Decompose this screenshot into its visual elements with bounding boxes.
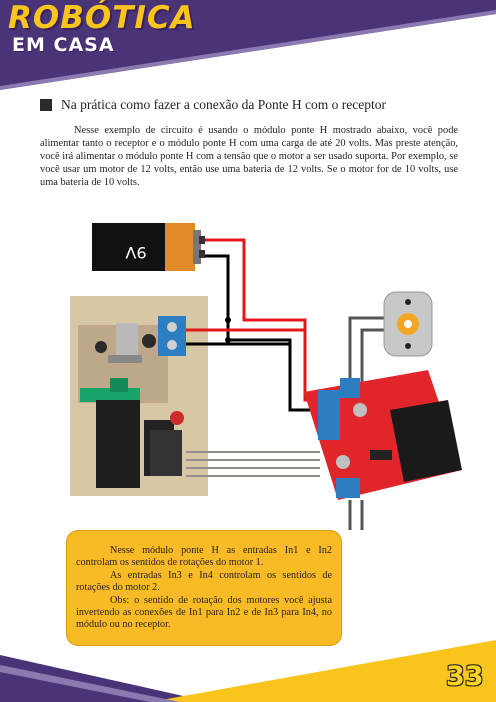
wiring-diagram [0, 200, 496, 530]
square-bullet-icon [40, 99, 52, 111]
section-heading [40, 97, 386, 113]
intro-paragraph: Nesse exemplo de circuito é usando o módulo ponte H mostrado abaixo, você pode alimentar tanto o receptor e o módulo ponte H com uma carga de até 20 volts. Mas preste atenção, você irá alimentar o módulo ponte H com a tensão que o motor a ser usado suporta. Por exemplo, se você usar um motor de 12 volts, então use uma bateria de 12 volts. Se o motor for de 10 volts, use uma bateria de 10 volts. [40, 125, 458, 188]
note-paragraph-3: Obs: o sentido de rotação dos motores você ajusta invertendo as conexões de In1 para In2 e de In3 para In4, no módulo ou no receptor. [76, 594, 332, 631]
brand-title: ROBÓTICA [8, 0, 196, 36]
battery-9v-icon [92, 223, 205, 271]
note-box [66, 530, 342, 646]
bottom-band [0, 640, 496, 702]
receiver-board [70, 296, 208, 496]
section-heading-text: Na prática como fazer a conexão da Ponte H com o receptor [61, 97, 386, 112]
note-paragraph-1: Nesse módulo ponte H as entradas In1 e In2 controlam os sentidos de rotações do motor 1. [76, 545, 332, 569]
page-number: 33 [446, 661, 484, 692]
battery-label: 9V [125, 243, 147, 262]
motor-1-icon [384, 292, 432, 356]
note-paragraph-2: As entradas In3 e In4 controlam os sentidos de rotações do motor 2. [76, 569, 332, 594]
h-bridge-module [304, 370, 462, 500]
brand-subtitle: EM CASA [12, 34, 115, 56]
